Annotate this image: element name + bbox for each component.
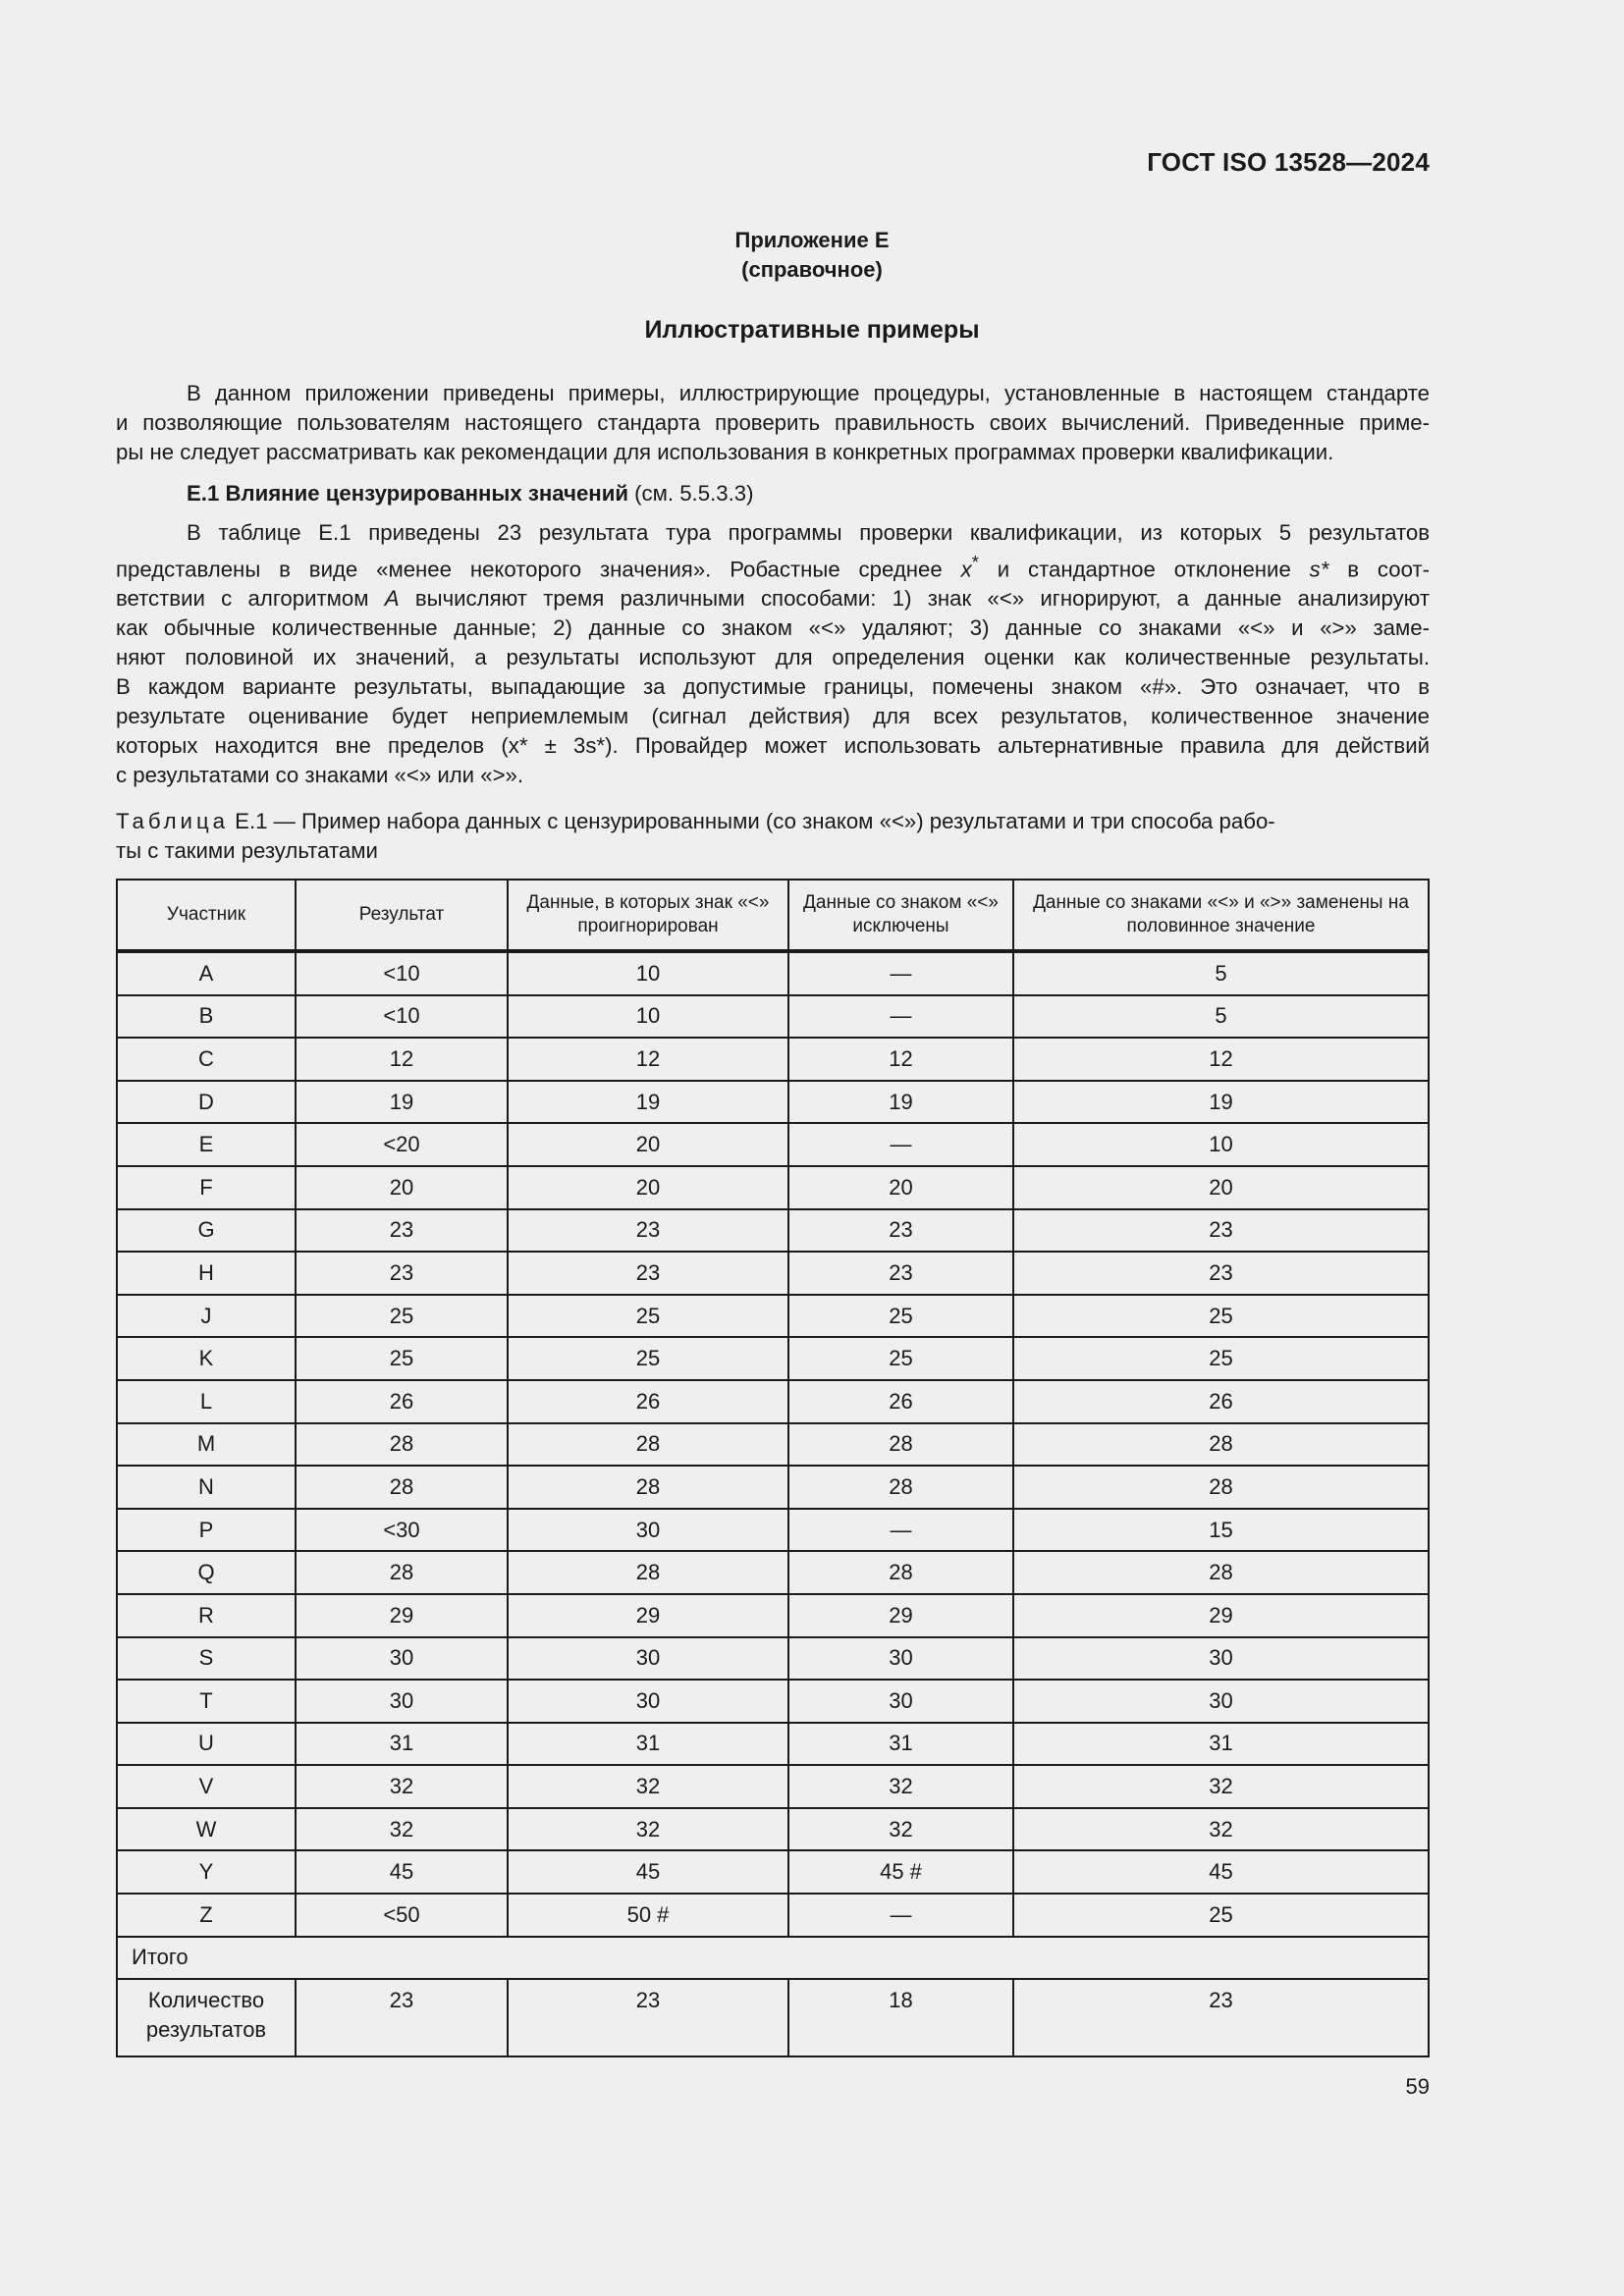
table-cell: 31 [1013, 1723, 1429, 1766]
table-cell: 23 [788, 1252, 1013, 1295]
table-cell: 30 [508, 1509, 788, 1552]
header-sign-excluded: Данные со знаком «<» исключены [788, 880, 1013, 951]
table-cell: W [117, 1808, 296, 1851]
table-cell: — [788, 1894, 1013, 1937]
table-row [117, 1380, 1429, 1423]
table-row [117, 951, 1429, 995]
table-header-row [117, 880, 1429, 951]
table-cell: S [117, 1637, 296, 1681]
table-cell: — [788, 1123, 1013, 1166]
table-row [117, 1765, 1429, 1808]
intro-line: ры не следует рассматривать как рекомендации для использования в конкретных программах проверки квалификации. [116, 440, 1334, 464]
table-cell: E [117, 1123, 296, 1166]
count-cell: 23 [296, 1979, 508, 2056]
table-cell: 26 [296, 1380, 508, 1423]
table-cell: 19 [788, 1081, 1013, 1124]
table-cell: 30 [296, 1680, 508, 1723]
table-cell: 28 [1013, 1551, 1429, 1594]
table-row [117, 1723, 1429, 1766]
table-cell: <10 [296, 995, 508, 1039]
table-cell: 25 [1013, 1337, 1429, 1380]
header-sign-ignored: Данные, в которых знак «<» проигнорирован [508, 880, 788, 951]
intro-line: В данном приложении приведены примеры, иллюстрирующие процедуры, установленные в настоящем стандарте [187, 381, 1430, 405]
intro-line: и позволяющие пользователям настоящего стандарта проверить правильность своих вычислений. Приведенные приме- [116, 410, 1430, 435]
table-cell: 32 [296, 1765, 508, 1808]
table-cell: 20 [508, 1166, 788, 1209]
table-cell: 28 [296, 1551, 508, 1594]
table-row [117, 995, 1429, 1039]
table-cell: 29 [296, 1594, 508, 1637]
table-cell: G [117, 1209, 296, 1253]
table-cell: N [117, 1466, 296, 1509]
symbol-star: * [971, 552, 979, 572]
table-cell: 20 [296, 1166, 508, 1209]
body-line: результате оценивание будет неприемлемым (сигнал действия) для всех результатов, количественное значение [116, 704, 1430, 729]
table-cell: 25 [788, 1295, 1013, 1338]
table-cell: 28 [296, 1466, 508, 1509]
total-row [117, 1937, 1429, 1980]
table-cell: 19 [1013, 1081, 1429, 1124]
table-row [117, 1850, 1429, 1894]
document-code: ГОСТ ISO 13528—2024 [1147, 147, 1430, 177]
table-caption-text-cont: ты с такими результатами [116, 838, 378, 863]
header-participant: Участник [117, 880, 296, 951]
results-table [116, 879, 1430, 2057]
table-cell: 32 [788, 1765, 1013, 1808]
body-paragraph [116, 518, 1430, 790]
table-cell: 28 [296, 1423, 508, 1467]
table-cell: L [117, 1380, 296, 1423]
count-cell: Количество результатов [117, 1979, 296, 2056]
table-cell: <10 [296, 951, 508, 995]
table-cell: 32 [1013, 1765, 1429, 1808]
table-cell: 12 [508, 1038, 788, 1081]
intro-paragraph [116, 379, 1430, 467]
body-line: няют половиной их значений, а результаты используют для определения оценки как количественные результаты. [116, 645, 1430, 670]
table-cell: 25 [788, 1337, 1013, 1380]
table-cell: B [117, 995, 296, 1039]
table-row [117, 1551, 1429, 1594]
symbol-s: s* [1309, 557, 1329, 582]
table-cell: 25 [296, 1337, 508, 1380]
table-cell: 45 [1013, 1850, 1429, 1894]
table-cell: 23 [296, 1252, 508, 1295]
table-cell: 28 [508, 1466, 788, 1509]
table-cell: A [117, 951, 296, 995]
table-row [117, 1038, 1429, 1081]
table-row [117, 1337, 1429, 1380]
annex-heading [0, 226, 1624, 285]
table-cell: 5 [1013, 951, 1429, 995]
table-cell: 25 [508, 1295, 788, 1338]
table-cell: 20 [788, 1166, 1013, 1209]
table-cell: 29 [1013, 1594, 1429, 1637]
table-row [117, 1209, 1429, 1253]
table-cell: 29 [788, 1594, 1013, 1637]
table-row [117, 1637, 1429, 1681]
table-cell: 23 [1013, 1209, 1429, 1253]
table-cell: 12 [788, 1038, 1013, 1081]
table-cell: 31 [788, 1723, 1013, 1766]
table-cell: <20 [296, 1123, 508, 1166]
table-cell: 32 [1013, 1808, 1429, 1851]
table-cell: — [788, 1509, 1013, 1552]
body-line: В каждом варианте результаты, выпадающие за допустимые границы, помечены знаком «#». Это означает, что в [116, 674, 1430, 700]
table-cell: U [117, 1723, 296, 1766]
table-cell: — [788, 995, 1013, 1039]
table-cell: 30 [788, 1637, 1013, 1681]
table-cell: 23 [788, 1209, 1013, 1253]
table-cell: 32 [508, 1808, 788, 1851]
table-cell: P [117, 1509, 296, 1552]
table-cell: Q [117, 1551, 296, 1594]
table-row [117, 1252, 1429, 1295]
table-cell: Y [117, 1850, 296, 1894]
table-cell: J [117, 1295, 296, 1338]
table-cell: 10 [508, 995, 788, 1039]
table-cell: 30 [508, 1637, 788, 1681]
table-cell: 19 [508, 1081, 788, 1124]
table-row [117, 1808, 1429, 1851]
body-line: ветствии с алгоритмом A вычисляют тремя различными способами: 1) знак «<» игнорируют, а данные анализируют [116, 586, 1430, 612]
table-cell: 15 [1013, 1509, 1429, 1552]
annex-label: Приложение Е [734, 228, 890, 252]
body-line: как обычные количественные данные; 2) данные со знаком «<» удаляют; 3) данные со знаками «<» и «>» заме- [116, 615, 1430, 641]
header-result: Результат [296, 880, 508, 951]
table-row [117, 1594, 1429, 1637]
table-cell: T [117, 1680, 296, 1723]
table-row [117, 1680, 1429, 1723]
table-cell: 23 [296, 1209, 508, 1253]
table-row [117, 1509, 1429, 1552]
table-cell: 30 [296, 1637, 508, 1681]
count-cell: 18 [788, 1979, 1013, 2056]
table-cell: 31 [508, 1723, 788, 1766]
table-cell: 23 [1013, 1252, 1429, 1295]
table-caption-label: Таблица [116, 809, 229, 833]
body-line: с результатами со знаками «<» или «>». [116, 763, 524, 788]
body-line: представлены в виде «менее некоторого значения». Робастные среднее x* и стандартное отклонение s* в соот- [116, 552, 1431, 582]
body-line: В таблице Е.1 приведены 23 результата тура программы проверки квалификации, из которых 5 результатов [187, 520, 1430, 545]
table-cell: 28 [788, 1466, 1013, 1509]
table-caption [116, 807, 1430, 866]
subsection-heading [187, 481, 753, 507]
table-row [117, 1894, 1429, 1937]
table-cell: 25 [296, 1295, 508, 1338]
table-cell: 28 [788, 1423, 1013, 1467]
table-cell: R [117, 1594, 296, 1637]
table-cell: F [117, 1166, 296, 1209]
table-cell: — [788, 951, 1013, 995]
table-row [117, 1166, 1429, 1209]
table-cell: 30 [508, 1680, 788, 1723]
limits-expression: x* ± 3s* [508, 733, 606, 759]
table-row [117, 1123, 1429, 1166]
table-cell: 30 [1013, 1637, 1429, 1681]
symbol-x: x [960, 557, 972, 582]
table-cell: 26 [788, 1380, 1013, 1423]
table-cell: 20 [1013, 1166, 1429, 1209]
page-number: 59 [1405, 2074, 1430, 2099]
table-cell: 25 [508, 1337, 788, 1380]
table-cell: 10 [508, 951, 788, 995]
table-cell: 25 [1013, 1894, 1429, 1937]
table-cell: 50 # [508, 1894, 788, 1937]
table-row [117, 1423, 1429, 1467]
table-cell: 30 [1013, 1680, 1429, 1723]
annex-type: (справочное) [741, 257, 883, 282]
symbol-a: A [384, 586, 400, 612]
count-cell: 23 [1013, 1979, 1429, 2056]
section-title: Иллюстративные примеры [644, 316, 980, 344]
table-cell: H [117, 1252, 296, 1295]
table-cell: M [117, 1423, 296, 1467]
table-cell: 19 [296, 1081, 508, 1124]
table-cell: 28 [1013, 1423, 1429, 1467]
total-label: Итого [117, 1937, 1429, 1980]
table-cell: 45 # [788, 1850, 1013, 1894]
table-cell: 32 [508, 1765, 788, 1808]
table-cell: 29 [508, 1594, 788, 1637]
table-cell: 12 [1013, 1038, 1429, 1081]
body-line: которых находится вне пределов (x* ± 3s*). Провайдер может использовать альтернативные правила для действий [116, 733, 1430, 759]
table-cell: 10 [1013, 1123, 1429, 1166]
table-cell: Z [117, 1894, 296, 1937]
count-row [117, 1979, 1429, 2056]
table-cell: <30 [296, 1509, 508, 1552]
table-cell: 30 [788, 1680, 1013, 1723]
table-cell: 32 [788, 1808, 1013, 1851]
header-half-value: Данные со знаками «<» и «>» заменены на половинное значение [1013, 880, 1429, 951]
table-cell: 12 [296, 1038, 508, 1081]
table-cell: K [117, 1337, 296, 1380]
table-cell: 26 [1013, 1380, 1429, 1423]
table-cell: D [117, 1081, 296, 1124]
subsection-ref: (см. 5.5.3.3) [634, 481, 754, 506]
table-cell: 45 [508, 1850, 788, 1894]
table-cell: 28 [788, 1551, 1013, 1594]
table-row [117, 1466, 1429, 1509]
table-cell: 28 [508, 1423, 788, 1467]
table-row [117, 1295, 1429, 1338]
table-cell: 25 [1013, 1295, 1429, 1338]
table-cell: 31 [296, 1723, 508, 1766]
table-cell: C [117, 1038, 296, 1081]
table-cell: 28 [1013, 1466, 1429, 1509]
table-cell: 45 [296, 1850, 508, 1894]
count-cell: 23 [508, 1979, 788, 2056]
table-cell: 26 [508, 1380, 788, 1423]
table-cell: 23 [508, 1209, 788, 1253]
table-cell: 20 [508, 1123, 788, 1166]
table-cell: 32 [296, 1808, 508, 1851]
table-cell: <50 [296, 1894, 508, 1937]
table-caption-text: Е.1 — Пример набора данных с цензурированными (со знаком «<») результатами и три способа рабо- [235, 809, 1275, 833]
table-cell: 23 [508, 1252, 788, 1295]
table-row [117, 1081, 1429, 1124]
table-cell: V [117, 1765, 296, 1808]
table-cell: 5 [1013, 995, 1429, 1039]
table-cell: 28 [508, 1551, 788, 1594]
subsection-title: Е.1 Влияние цензурированных значений [187, 481, 628, 506]
